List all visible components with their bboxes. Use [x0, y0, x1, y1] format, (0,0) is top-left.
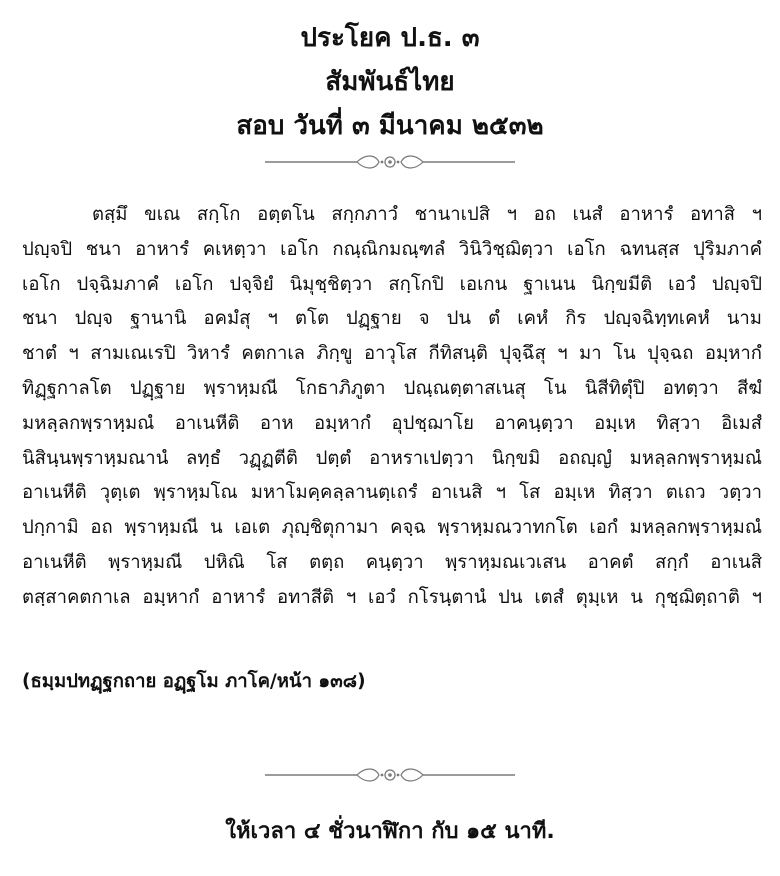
exam-subject: สัมพันธ์ไทย [325, 67, 455, 97]
passage-line: อาเนหีติ วุตฺเต พฺราหฺมโณ มหาโมคฺคลฺลานตฺเถรํ อาเนสิ ฯ โส อมฺเห ทิสฺวา ตเถว วตฺวา [22, 482, 762, 504]
source-citation: (ธมฺมปทฏฺฐกถาย อฏฺฐโม ภาโค/หน้า ๑๓๘) [22, 671, 366, 692]
passage-line: ทิฏฺฐกาลโต ปฏฺฐาย พฺราหฺมณี โกธาภิภูตา ปณฺณตฺตาสเนสุ โน นิสีทิตุํปิ อทตฺวา สีฆํ [22, 377, 762, 399]
passage-line: ชาตํ ฯ สามเณเรปิ วิหารํ คตกาเล ภิกฺขู อาวุโส กีทิสนฺติ ปุจฺฉึสุ ฯ มา โน ปุจฺฉถ อมฺหากํ [22, 343, 762, 365]
passage-line: อาเนหีติ พฺราหฺมณี ปหิณิ โส ตตฺถ คนฺตฺวา พฺราหฺมณเวเสน อาคตํ สกฺกํ อาเนสิ [22, 551, 762, 573]
passage-line: ชนา ปญฺจ ฐานานิ อคมํสุ ฯ ตโต ปฏฺฐาย จ ปน ตํ เคหํ กิร ปญฺจฉิทฺทเคหํ นาม [22, 308, 762, 330]
passage-line: นิสินฺนพฺราหฺมณานํ ลทฺธํ วฏฺฏตีติ ปตฺตํ อาหราเปตฺวา นิกฺขมิ อถญฺญํ มหลฺลกพฺราหฺมณํ [22, 447, 762, 469]
decorative-divider-bottom [265, 765, 515, 785]
passage-line: มหลฺลกพฺราหฺมณํ อาเนหีติ อาห อมฺหากํ อุปชฺฌาโย อาคนฺตฺวา อมฺเห ทิสฺวา อิเมสํ [22, 412, 762, 434]
passage-line: เอโก ปจฺฉิมภาคํ เอโก ปจฺจิยํ นิมุชฺชิตฺวา สกฺโกปิ เอเกน ฐาเนน นิกฺขมีติ เอวํ ปญฺจปิ [22, 273, 762, 295]
passage-line: ตสฺสาคตกาเล อมฺหากํ อาหารํ อทาสีติ ฯ เอวํ กโรนฺตานํ ปน เตสํ ตุมฺเห น กุชฺฌิตฺถาติ ฯ [22, 586, 762, 608]
time-allowed-note: ให้เวลา ๔ ชั่วนาฬิกา กับ ๑๕ นาที. [225, 819, 555, 844]
pali-passage [22, 198, 762, 616]
decorative-divider-top [265, 152, 515, 172]
exam-title: ประโยค ป.ธ. ๓ [300, 23, 480, 53]
passage-line: ปญฺจปิ ชนา อาหารํ คเหตฺวา เอโก กณฺณิกมณฺฑลํ วินิวิชฺฌิตฺวา เอโก ฉทนสฺส ปุริมภาคํ [22, 238, 762, 260]
passage-line: ตสฺมึ ขเณ สกฺโก อตฺตโน สกฺกภาวํ ชานาเปสิ ฯ อถ เนสํ อาหารํ อทาสิ ฯ [92, 204, 762, 225]
exam-date: สอบ วันที่ ๓ มีนาคม ๒๕๓๒ [236, 111, 544, 141]
passage-line: ปกฺกามิ อถ พฺราหฺมณี น เอเต ภุญฺชิตุกามา คจฺฉ พฺราหฺมณวาทกโต เอกํ มหลฺลกพฺราหฺมณํ [22, 517, 762, 539]
